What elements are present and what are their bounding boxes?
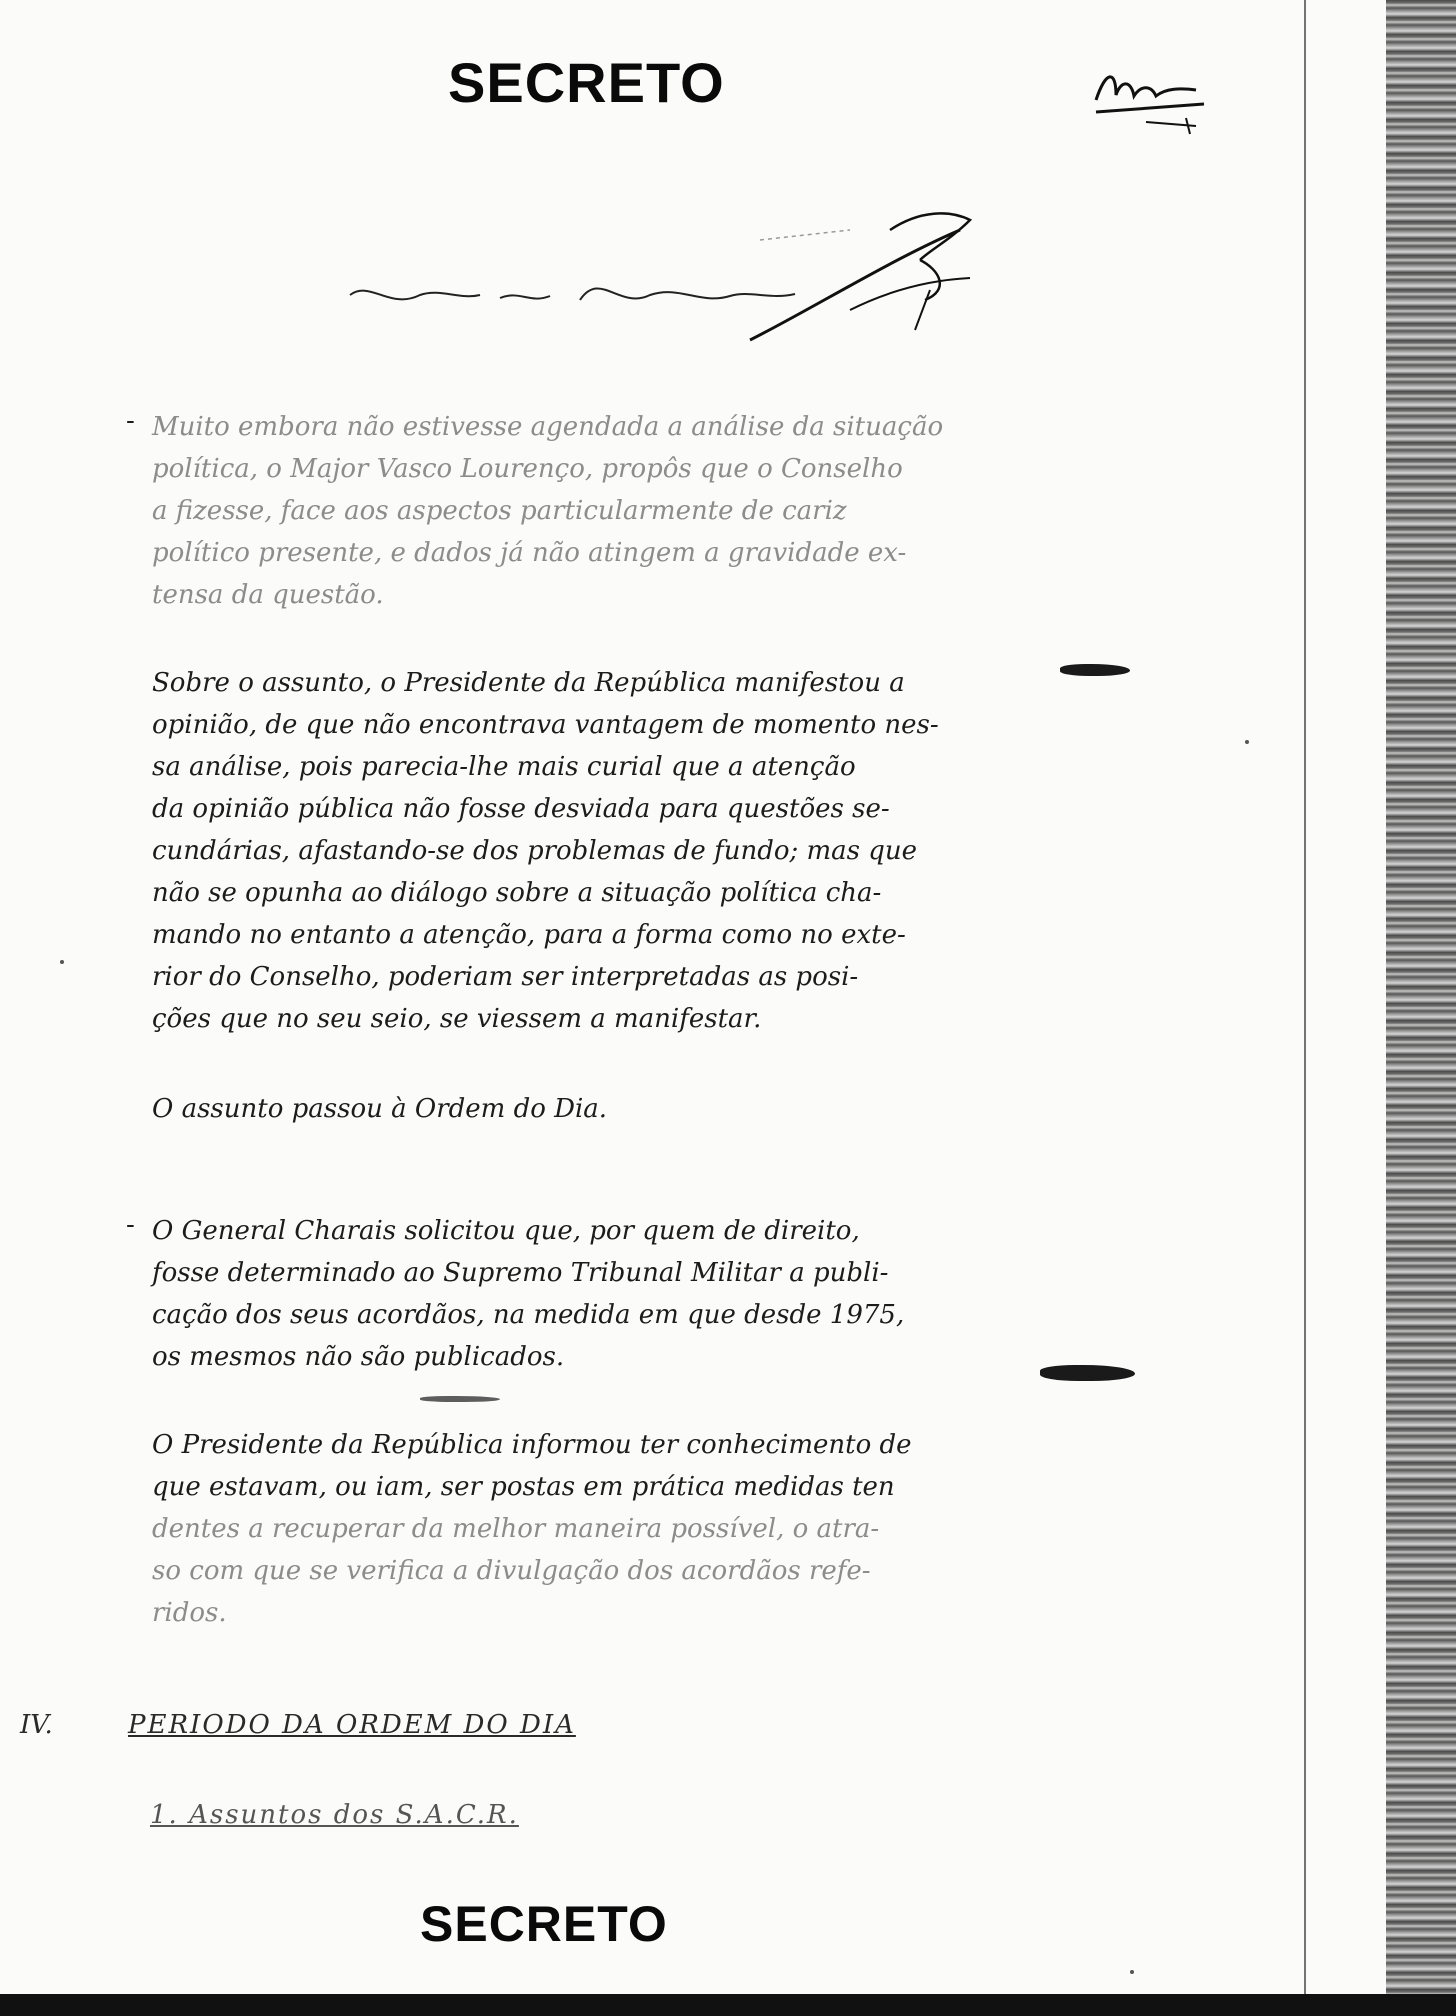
text-line: da opinião pública não fosse desviada para questões se- xyxy=(152,794,890,824)
text-line: rior do Conselho, poderiam ser interpretadas as posi- xyxy=(152,962,859,992)
text-line: ridos. xyxy=(152,1598,227,1628)
text-line: O General Charais solicitou que, por quem de direito, xyxy=(152,1216,860,1246)
text-line: que estavam, ou iam, ser postas em prática medidas ten xyxy=(152,1472,895,1502)
paragraph-ordem-do-dia xyxy=(152,1088,1112,1130)
text-line: Sobre o assunto, o Presidente da República manifestou a xyxy=(152,668,905,698)
text-line: tensa da questão. xyxy=(152,580,384,610)
scan-edge-noise xyxy=(1386,0,1456,2016)
scan-speck xyxy=(60,960,64,964)
text-line: cação dos seus acordãos, na medida em que desde 1975, xyxy=(152,1300,905,1330)
scan-speck xyxy=(1130,1970,1134,1974)
paragraph-presidente-opiniao xyxy=(152,662,1112,1040)
text-line: Muito embora não estivesse agendada a análise da situação xyxy=(152,412,944,442)
text-line: cundárias, afastando-se dos problemas de fundo; mas que xyxy=(152,836,918,866)
text-line: ções que no seu seio, se viessem a manifestar. xyxy=(152,1004,762,1034)
section-number: IV. xyxy=(20,1710,53,1740)
text-line: sa análise, pois parecia-lhe mais curial que a atenção xyxy=(152,752,856,782)
section-title: PERIODO DA ORDEM DO DIA xyxy=(128,1710,576,1740)
text-line: so com que se verifica a divulgação dos acordãos refe- xyxy=(152,1556,871,1586)
text-line: política, o Major Vasco Lourenço, propôs que o Conselho xyxy=(152,454,903,484)
section-item xyxy=(150,1800,519,1830)
paragraph-dash: - xyxy=(126,406,135,436)
signature-mark xyxy=(1086,60,1216,140)
paragraph-dash: - xyxy=(126,1210,135,1240)
paragraph-presidente-informou xyxy=(152,1424,1112,1634)
paragraph-general-charais xyxy=(152,1210,1112,1378)
scan-bottom-bar xyxy=(0,1994,1456,2016)
text-line: mando no entanto a atenção, para a forma como no exte- xyxy=(152,920,906,950)
section-item-label: 1. Assuntos dos S.A.C.R. xyxy=(150,1800,519,1830)
text-line: não se opunha ao diálogo sobre a situação política cha- xyxy=(152,878,882,908)
scan-fold-line xyxy=(1304,0,1306,2016)
ink-blot xyxy=(420,1396,500,1402)
text-line: dentes a recuperar da melhor maneira possível, o atra- xyxy=(152,1514,880,1544)
handwritten-note xyxy=(330,200,1010,380)
text-line: os mesmos não são publicados. xyxy=(152,1342,565,1372)
text-line: político presente, e dados já não atingem a gravidade ex- xyxy=(152,538,907,568)
ink-blot xyxy=(1040,1365,1135,1381)
secret-stamp-top: SECRETO xyxy=(448,51,725,114)
ink-blot xyxy=(1060,664,1130,676)
paragraph-situacao-politica xyxy=(152,406,1112,616)
text-line: O assunto passou à Ordem do Dia. xyxy=(152,1094,608,1124)
text-line: a fizesse, face aos aspectos particularmente de cariz xyxy=(152,496,847,526)
secret-stamp-bottom: SECRETO xyxy=(420,1896,668,1952)
scan-speck xyxy=(1245,740,1249,744)
text-line: O Presidente da República informou ter conhecimento de xyxy=(152,1430,912,1460)
text-line: fosse determinado ao Supremo Tribunal Militar a publi- xyxy=(152,1258,889,1288)
text-line: opinião, de que não encontrava vantagem de momento nes- xyxy=(152,710,939,740)
